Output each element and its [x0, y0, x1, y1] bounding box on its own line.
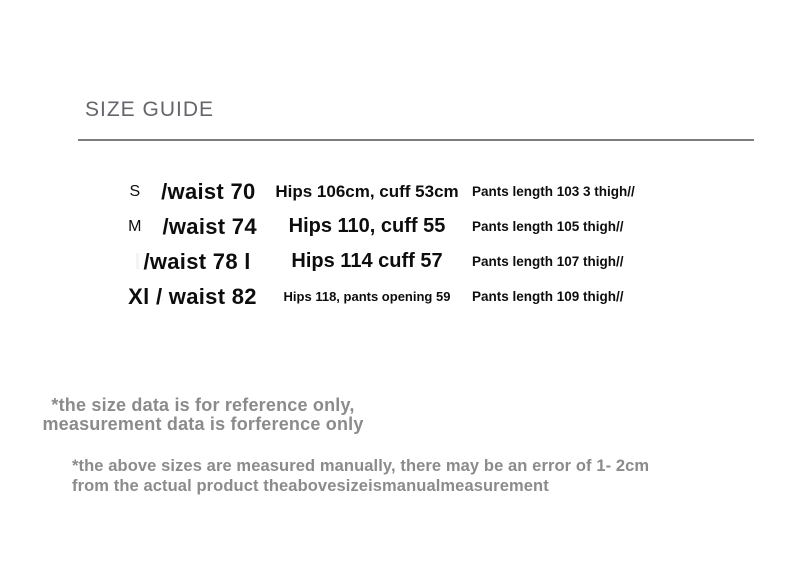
pants-length-label: Pants length 105 thigh// — [472, 219, 624, 234]
manual-note-line1: *the above sizes are measured manually, there may be an error of 1- 2cm — [72, 457, 650, 475]
reference-note-line2: measurement data is forference only — [42, 414, 364, 434]
page-title: SIZE GUIDE — [85, 98, 215, 121]
reference-note — [0, 396, 406, 434]
waist-label: /waist 70 — [161, 178, 256, 204]
waist-label: Xl / waist 82 — [128, 283, 257, 309]
hips-cuff-label: Hips 110, cuff 55 — [288, 215, 446, 237]
size-table — [0, 174, 800, 314]
hips-cuff-label: Hips 106cm, cuff 53cm — [275, 181, 459, 201]
reference-note-line1: *the size data is for reference only, — [51, 395, 355, 415]
size-row-m — [0, 209, 800, 244]
manual-measurement-note — [72, 457, 782, 496]
pants-length-label: Pants length 103 3 thigh// — [472, 184, 635, 199]
waist-label: /waist 74 — [162, 213, 257, 239]
size-letter-faint: l — [134, 248, 141, 274]
size-letter: S — [129, 182, 141, 200]
size-letter: M — [128, 217, 142, 235]
manual-note-line2: from the actual product theabovesizeismanualmeasurement — [72, 476, 549, 495]
hips-cuff-label: Hips 114 cuff 57 — [291, 250, 443, 272]
divider-line — [78, 139, 754, 141]
pants-length-label: Pants length 107 thigh// — [472, 254, 624, 269]
size-row-xl — [0, 279, 800, 314]
hips-opening-label: Hips 118, pants opening 59 — [283, 289, 451, 304]
pants-length-label: Pants length 109 thigh// — [472, 289, 624, 304]
size-row-s — [0, 174, 800, 209]
waist-label: /waist 78 l — [143, 248, 251, 274]
size-row-l — [0, 244, 800, 279]
